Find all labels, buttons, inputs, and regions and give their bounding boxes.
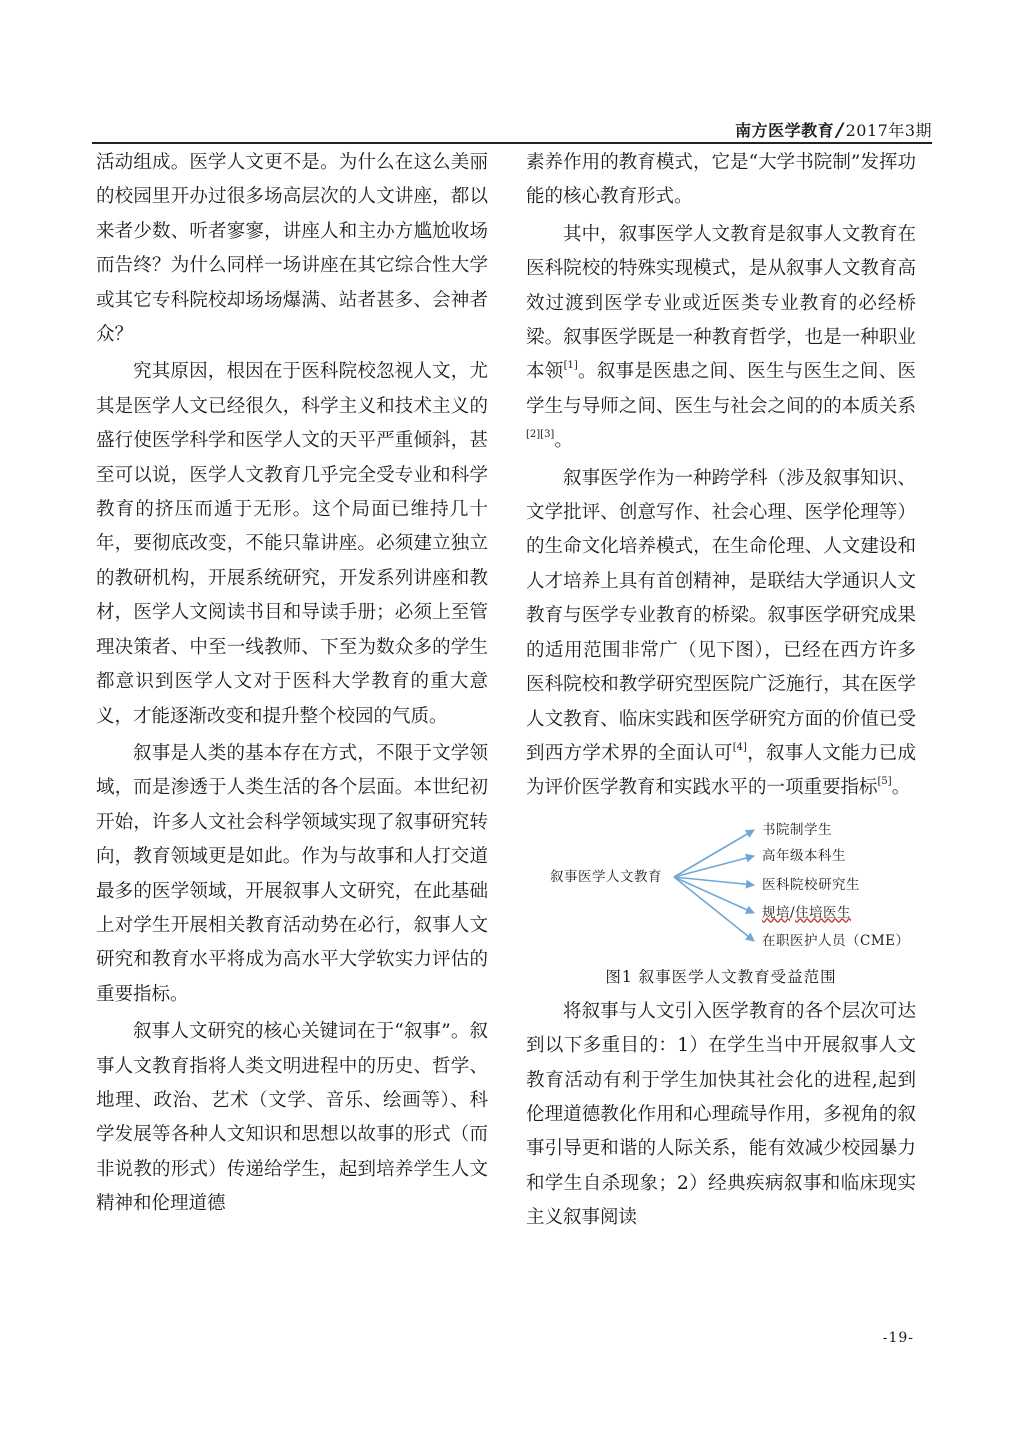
diagram-target-cme-staff: 在职医护人员（CME） xyxy=(762,932,910,949)
left-paragraph-2: 究其原因，根因在于医科院校忽视人文，尤其是医学人文已经很久，科学主义和技术主义的盛行使医学科学和医学人文的天平严重倾斜，甚至可以说，医学人文教育几乎完全受专业和科学教育的挤压而遁于无形。这个局面已维持几十年，要彻底改变，不能只靠讲座。必须建立独立的教研机构，开展系统研究，开发系列讲座和教材，医学人文阅读书目和导读手册；必须上至管理决策者、中至一线教师、下至为数众多的学生都意识到医学人文对于医科大学教育的重大意义，才能逐渐改变和提升整个校园的气质。 xyxy=(96,361,488,727)
header-rule xyxy=(92,142,932,144)
diagram-target-text: / xyxy=(790,904,796,921)
right-paragraph-4: 将叙事与人文引入医学教育的各个层次可达到以下多重目的：1）在学生当中开展叙事人文教育活动有利于学生加快其社会化的进程,起到伦理道德教化作用和心理疏导作用，多视角的叙事引导更和谐的人际关系，能有效减少校园暴力和学生自杀现象；2）经典疾病叙事和临床现实主义叙事阅读 xyxy=(526,1000,916,1229)
figure-caption: 图1 叙事医学人文教育受益范围 xyxy=(605,967,837,986)
beneficiary-diagram xyxy=(526,814,916,962)
left-paragraph-1: 活动组成。医学人文更不是。为什么在这么美丽的校园里开办过很多场高层次的人文讲座，都以来者少数、听者寥寥，讲座人和主办方尴尬收场而告终？为什么同样一场讲座在其它综合性大学或其它专科院校却场场爆满、站者甚多、会神者众？ xyxy=(96,152,488,346)
paragraph-text: 。 xyxy=(891,777,911,799)
left-column xyxy=(96,146,488,1222)
paragraph-text: ，叙事人文能力已成为评价医学教育和实践水平的一项重要指标 xyxy=(526,742,916,799)
right-paragraph-3 xyxy=(526,462,916,806)
paragraph-text: 其中，叙事医学人文教育是叙事人文教育在医科院校的特殊实现模式，是从叙事人文教育高效过渡到医学专业或近医类专业教育的必经桥梁。叙事医学既是一种教育哲学，也是一种职业本领 xyxy=(526,223,916,383)
paragraph-text: 。 xyxy=(554,430,573,452)
arrow-to-collegiate-students xyxy=(674,830,754,877)
left-paragraph-4: 叙事人文研究的核心关键词在于“叙事”。叙事人文教育指将人类文明进程中的历史、哲学、地理、政治、艺术（文学、音乐、绘画等）、科学发展等各种人文知识和思想以故事的形式（而非说教的形式）传递给学生，起到培养学生人文精神和伦理道德 xyxy=(96,1021,488,1215)
diagram-target-collegiate-students: 书院制学生 xyxy=(762,821,832,838)
arrow-to-cme-staff xyxy=(674,877,754,941)
citation-ref: [1] xyxy=(563,360,578,372)
diagram-target-graduate-students: 医科院校研究生 xyxy=(762,876,860,893)
citation-ref: [4] xyxy=(732,741,747,753)
arrow-to-graduate-students xyxy=(674,877,754,885)
page-number: -19- xyxy=(882,1330,914,1346)
diagram-target-resident-doctors xyxy=(762,905,851,921)
paragraph-text: 。叙事是医患之间、医生与医生之间、医学生与导师之间、医生与社会之间的的本质关系 xyxy=(526,361,916,417)
left-paragraph-3: 叙事是人类的基本存在方式，不限于文学领域，而是渗透于人类生活的各个层面。本世纪初开始，许多人文社会科学领域实现了叙事研究转向，教育领域更是如此。作为与故事和人打交道最多的医学领域，开展叙事人文研究，在此基础上对学生开展相关教育活动势在必行，叙事人文研究和教育水平将成为高水平大学软实力评估的重要指标。 xyxy=(96,742,488,1005)
arrow-to-senior-undergraduates xyxy=(674,856,754,877)
diagram-target-text: 住培医生 xyxy=(795,904,852,921)
diagram-source-node: 叙事医学人文教育 xyxy=(550,868,662,885)
diagram-target-senior-undergraduates: 高年级本科生 xyxy=(762,847,846,864)
journal-name: 南方医学教育 xyxy=(735,121,835,140)
right-column xyxy=(526,146,916,1236)
running-header xyxy=(735,118,932,141)
paragraph-text: 叙事医学作为一种跨学科（涉及叙事知识、文学批评、创意写作、社会心理、医学伦理等）的生命文化培养模式，在生命伦理、人文建设和人才培养上具有首创精神，是联结大学通识人文教育与医学专业教育的桥梁。叙事医学研究成果的适用范围非常广（见下图），已经在西方许多医科院校和教学研究型医院广泛施行，其在医学人文教育、临床实践和医学研究方面的价值已受到西方学术界的全面认可 xyxy=(526,467,916,764)
header-separator: / xyxy=(836,119,844,141)
issue-label: 2017年3期 xyxy=(845,121,932,140)
right-paragraph-2 xyxy=(526,218,916,459)
diagram-target-text: 规培 xyxy=(762,904,790,921)
right-paragraph-1: 素养作用的教育模式，它是“大学书院制”发挥功能的核心教育形式。 xyxy=(526,152,916,208)
arrow-to-resident-doctors xyxy=(674,877,754,913)
citation-ref: [5] xyxy=(877,776,892,788)
citation-ref: [2][3] xyxy=(526,429,555,441)
